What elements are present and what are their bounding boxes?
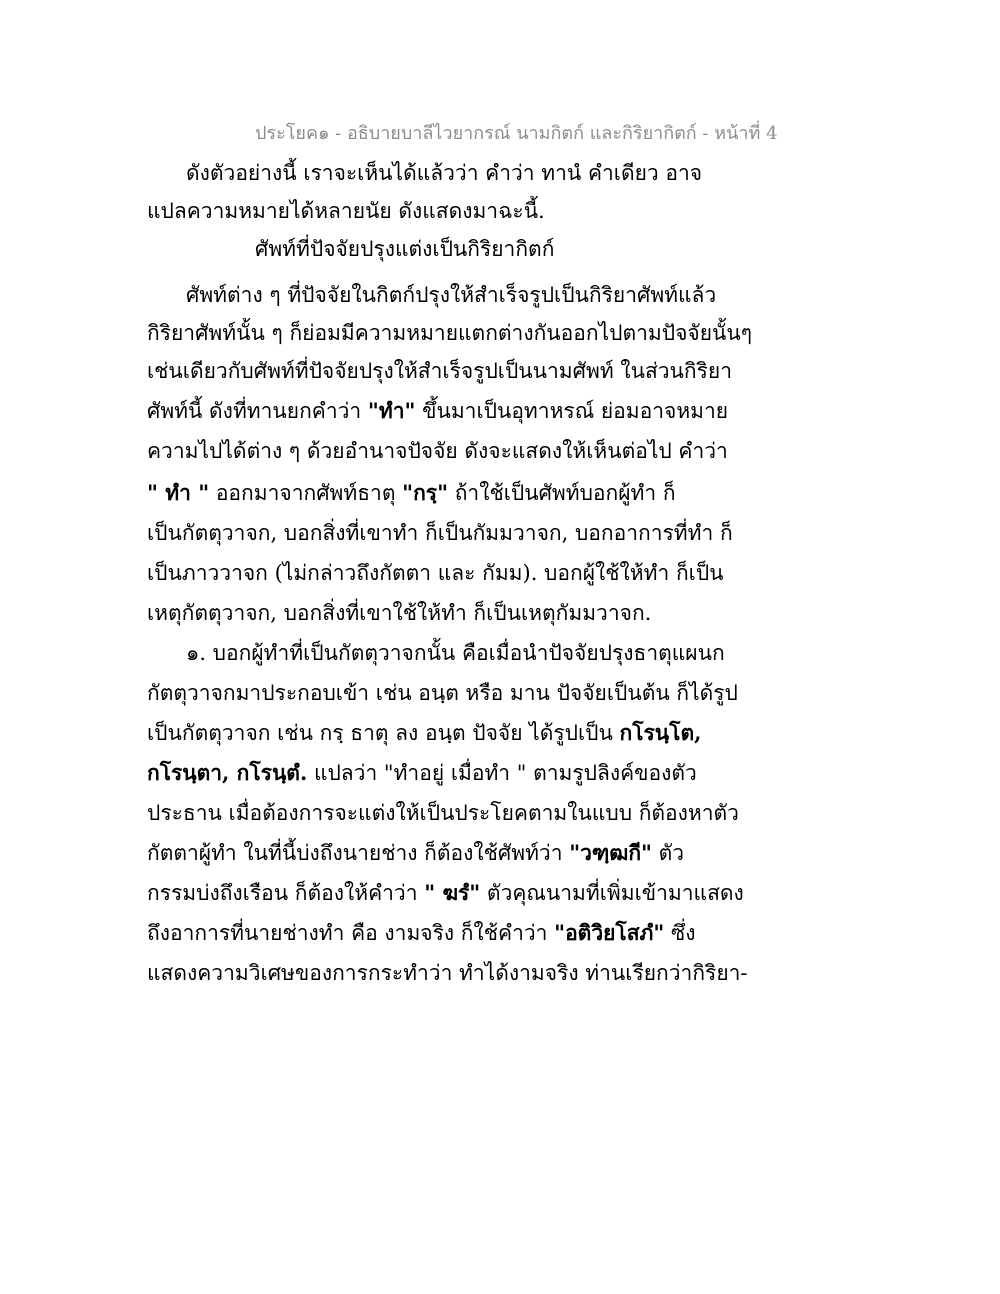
emphasis-term: กโรนฺตา, กโรนฺตํ. xyxy=(147,760,308,785)
text-line: ความไปได้ต่าง ๆ ด้วยอำนาจปัจจัย ดังจะแสดงให้เห็นต่อไป คำว่า xyxy=(147,439,728,463)
text-line: ๑. บอกผู้ทำที่เป็นกัตตุวาจกนั้น คือเมื่อนำปัจจัยปรุงธาตุแผนก xyxy=(186,641,725,665)
running-header: ประโยค๑ - อธิบายบาลีไวยากรณ์ นามกิตก์ และกิริยากิตก์ - หน้าที่ 4 xyxy=(255,123,778,144)
text-line: แสดงความวิเศษของการกระทำว่า ทำได้งามจริง ท่านเรียกว่ากิริยา- xyxy=(147,961,748,985)
text-segment: ซึ่ง xyxy=(664,921,696,945)
text-line: กิริยาศัพท์นั้น ๆ ก็ย่อมมีความหมายแตกต่างกันออกไปตามปัจจัยนั้นๆ xyxy=(147,321,753,345)
text-line: กัตตุวาจกมาประกอบเข้า เช่น อนฺต หรือ มาน ปัจจัยเป็นต้น ก็ได้รูป xyxy=(147,681,738,705)
text-line: ศัพท์ต่าง ๆ ที่ปัจจัยในกิตก์ปรุงให้สำเร็จรูปเป็นกิริยาศัพท์แล้ว xyxy=(186,283,717,307)
emphasis-term: " ฆรํ" xyxy=(424,880,481,905)
text-line: เป็นกัตตุวาจก, บอกสิ่งที่เขาทำ ก็เป็นกัมมวาจก, บอกอาการที่ทำ ก็ xyxy=(147,521,733,545)
text-segment: ตัวคุณนามที่เพิ่มเข้ามาแสดง xyxy=(480,881,744,905)
emphasis-term: " ทำ " xyxy=(147,480,210,505)
text-line xyxy=(147,478,687,508)
emphasis-term: "อติวิยโสภํ" xyxy=(554,920,665,945)
text-segment: กรรมบ่งถึงเรือน ก็ต้องให้คำว่า xyxy=(147,881,425,905)
text-line xyxy=(147,718,702,748)
emphasis-term: กโรนฺโต, xyxy=(619,720,702,745)
text-segment: ศัพท์นี้ ดังที่ทานยกคำว่า xyxy=(147,399,362,423)
text-line xyxy=(147,758,697,788)
text-line xyxy=(147,396,729,426)
text-segment: ถ้าใช้เป็นศัพท์บอกผู้ทำ ก็ xyxy=(448,481,676,505)
text-line: เช่นเดียวกับศัพท์ที่ปัจจัยปรุงให้สำเร็จรูปเป็นนามศัพท์ ในส่วนกิริยา xyxy=(147,359,732,383)
text-line: ดังตัวอย่างนี้ เราจะเห็นได้แล้วว่า คำว่า ทานํ คำเดียว อาจ xyxy=(186,161,703,185)
text-segment: ถึงอาการที่นายช่างทำ คือ งามจริง ก็ใช้คำว่า xyxy=(147,921,555,945)
text-segment: แปลว่า "ทำอยู่ เมื่อทำ " ตามรูปลิงค์ของตัว xyxy=(307,761,697,785)
text-segment: ออกมาจากศัพท์ธาตุ xyxy=(209,481,403,505)
text-line xyxy=(147,918,696,948)
text-line xyxy=(147,838,687,868)
text-segment: เป็นกัตตุวาจก เช่น กรฺ ธาตุ ลง อนฺต ปัจจัย ได้รูปเป็น xyxy=(147,721,620,745)
text-line: เหตุกัตตุวาจก, บอกสิ่งที่เขาใช้ให้ทำ ก็เป็นเหตุกัมมวาจก. xyxy=(147,601,652,625)
emphasis-term: "ทำ" xyxy=(367,398,416,423)
text-line: แปลความหมายได้หลายนัย ดังแสดงมาฉะนี้. xyxy=(147,199,545,223)
text-line: ประธาน เมื่อต้องการจะแต่งให้เป็นประโยคตามในแบบ ก็ต้องหาตัว xyxy=(147,801,739,825)
emphasis-term: "กรฺ" xyxy=(402,480,449,505)
text-segment: ตัว xyxy=(651,841,685,865)
text-line xyxy=(147,878,744,908)
emphasis-term: "วฑฺฒกี" xyxy=(569,840,652,865)
section-heading: ศัพท์ที่ปัจจัยปรุงแต่งเป็นกิริยากิตก์ xyxy=(255,237,555,261)
text-line: เป็นภาววาจก (ไม่กล่าวถึงกัตตา และ กัมม). บอกผู้ใช้ให้ทำ ก็เป็น xyxy=(147,561,724,585)
text-segment: ขึ้นมาเป็นอุทาหรณ์ ย่อมอาจหมาย xyxy=(415,399,729,423)
text-segment: กัตตาผู้ทำ ในที่นี้บ่งถึงนายช่าง ก็ต้องใช้ศัพท์ว่า xyxy=(147,841,570,865)
